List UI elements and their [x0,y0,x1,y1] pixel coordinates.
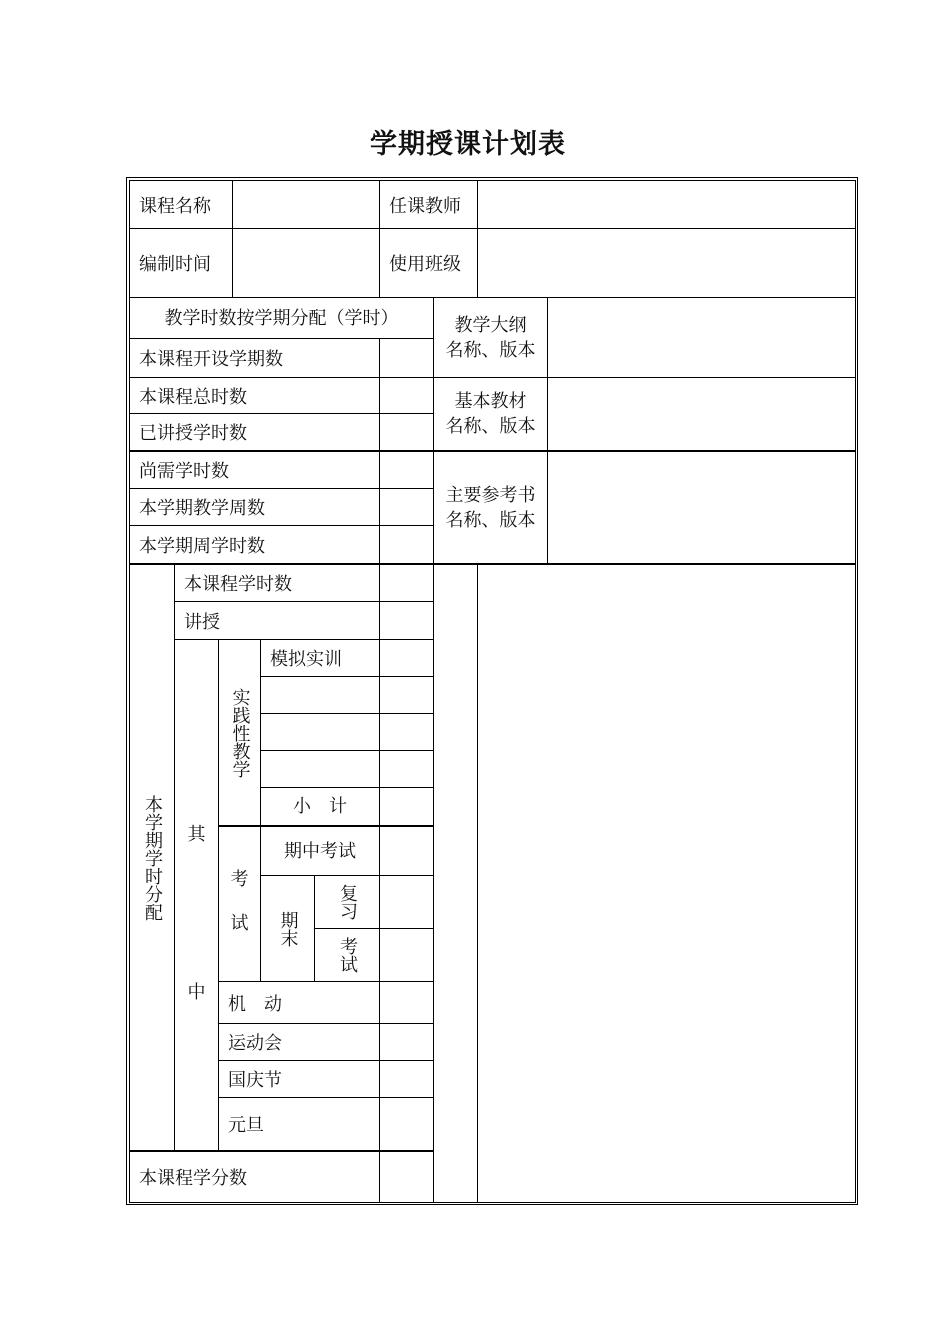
qizhong-char-1: 其 [187,824,206,845]
practice-blank-value[interactable] [379,713,434,751]
textbook-label-line1: 基本教材 [454,391,527,412]
hours-row-label: 尚需学时数 [129,450,380,489]
syllabus-label-line2: 名称、版本 [445,339,536,361]
hours-section-title: 教学时数按学期分配（学时） [129,297,434,339]
lecture-label: 讲授 [174,601,380,640]
practice-blank-label[interactable] [260,676,380,714]
notes-narrow-column[interactable] [433,563,478,1203]
reference-label-line1: 主要参考书 [445,484,536,506]
final-label: 期末 [260,875,315,982]
sports-label: 运动会 [218,1023,380,1061]
final-exam-label: 考试 [314,928,380,982]
new-year-value[interactable] [379,1097,434,1151]
sim-training-label: 模拟实训 [260,639,380,677]
course-name-field[interactable] [232,180,380,229]
exam-char-2: 试 [230,913,249,934]
midterm-label: 期中考试 [260,825,380,876]
hours-row-label: 已讲授学时数 [129,413,380,451]
midterm-value[interactable] [379,825,434,876]
class-field[interactable] [477,228,856,298]
credits-value[interactable] [379,1150,434,1203]
practice-label: 实践性教学 [218,639,261,826]
reference-field[interactable] [547,450,856,564]
exam-label [218,825,261,982]
course-hours-label: 本课程学时数 [174,563,380,602]
hours-row-value[interactable] [379,338,434,378]
notes-wide-column[interactable] [477,563,856,1203]
syllabus-label [433,297,548,378]
syllabus-field[interactable] [547,297,856,378]
date-field[interactable] [232,228,380,298]
subtotal-value[interactable] [379,787,434,826]
class-label: 使用班级 [379,228,478,298]
teacher-label: 任课教师 [379,180,478,229]
national-day-label: 国庆节 [218,1060,380,1098]
textbook-label-line2: 名称、版本 [445,416,536,437]
hours-row-value[interactable] [379,377,434,414]
hours-row-label: 本学期教学周数 [129,488,380,526]
hours-row-label: 本课程总时数 [129,377,380,414]
textbook-field[interactable] [547,377,856,451]
hours-row-value[interactable] [379,413,434,451]
practice-blank-label[interactable] [260,713,380,751]
hours-row-value[interactable] [379,450,434,489]
practice-blank-label[interactable] [260,750,380,788]
date-label: 编制时间 [129,228,233,298]
plan-table [126,177,858,1205]
credits-label: 本课程学分数 [129,1150,380,1203]
textbook-label [433,377,548,451]
national-day-value[interactable] [379,1060,434,1098]
distribution-side-label: 本学期学时分配 [129,563,175,1151]
lecture-value[interactable] [379,601,434,640]
hours-row-label: 本学期周学时数 [129,525,380,564]
hours-row-value[interactable] [379,525,434,564]
final-exam-value[interactable] [379,928,434,982]
reference-label [433,450,548,564]
syllabus-label-line1: 教学大纲 [454,314,527,336]
practice-blank-value[interactable] [379,676,434,714]
subtotal-label: 小 计 [260,787,380,826]
sim-training-value[interactable] [379,639,434,677]
hours-row-value[interactable] [379,488,434,526]
reference-label-line2: 名称、版本 [445,509,536,531]
flex-value[interactable] [379,981,434,1024]
teacher-field[interactable] [477,180,856,229]
page-title: 学期授课计划表 [370,129,566,160]
qizhong-char-2: 中 [187,982,206,1003]
course-name-label: 课程名称 [129,180,233,229]
hours-row-label: 本课程开设学期数 [129,338,380,378]
review-label: 复习 [314,875,380,929]
practice-blank-value[interactable] [379,750,434,788]
review-value[interactable] [379,875,434,929]
qizhong-label [174,639,219,1151]
exam-char-1: 考 [230,869,249,890]
new-year-label: 元旦 [218,1097,380,1151]
sports-value[interactable] [379,1023,434,1061]
flex-label: 机 动 [218,981,380,1024]
course-hours-value[interactable] [379,563,434,602]
